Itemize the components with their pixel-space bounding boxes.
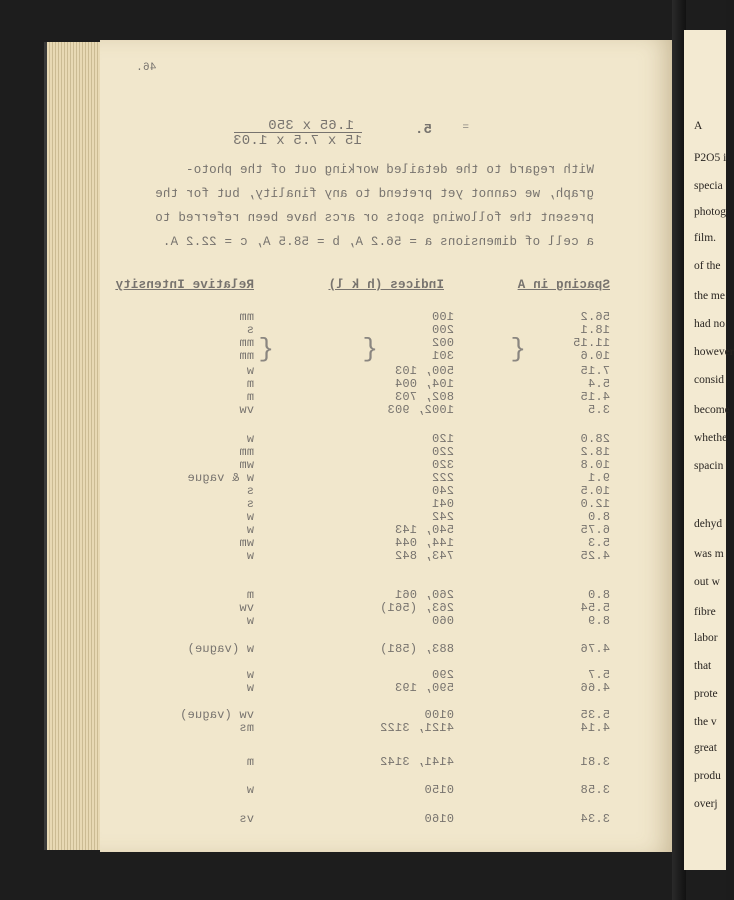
intensity-cell: m (246, 390, 254, 404)
spacing-cell: 56.2 (580, 310, 610, 324)
facing-page-line: whethe (694, 432, 728, 444)
indices-cell: 290 (431, 668, 454, 682)
intensity-cell: vs (239, 812, 254, 826)
intensity-cell: mm (239, 336, 254, 350)
table-row (100, 336, 674, 350)
indices-cell: 120 (431, 432, 454, 446)
facing-page-line: the v (694, 716, 717, 728)
intensity-cell: m (246, 755, 254, 769)
spacing-cell: 5.3 (587, 536, 610, 550)
intensity-cell: vw (239, 403, 254, 417)
spacing-cell: 5.7 (587, 668, 610, 682)
table-row (100, 510, 674, 524)
intensity-cell: w (246, 523, 254, 537)
indices-cell: 320 (431, 458, 454, 472)
spacing-cell: 10.8 (580, 458, 610, 472)
spacing-cell: 4.66 (580, 681, 610, 695)
intensity-cell: w (246, 783, 254, 797)
facing-page-line: fibre (694, 606, 716, 618)
indices-cell: 1002, 903 (387, 403, 454, 417)
table-row (100, 614, 674, 628)
indices-cell: 0150 (424, 783, 454, 797)
table-row (100, 708, 674, 722)
facing-page-line: produ (694, 770, 721, 782)
intensity-cell: m (246, 588, 254, 602)
table-row (100, 536, 674, 550)
facing-page-line: specia (694, 180, 723, 192)
spacing-cell: 8.9 (587, 614, 610, 628)
column-header-indices: Indices (h k l) (328, 278, 444, 292)
intensity-cell: s (246, 484, 254, 498)
paragraph-line: present the following spots or arcs have been referred to (155, 211, 594, 225)
table-row (100, 390, 674, 404)
table-row (100, 458, 674, 472)
indices-cell: 590, 193 (394, 681, 454, 695)
table-row (100, 403, 674, 417)
spacing-cell: 12.0 (580, 497, 610, 511)
table-row (100, 812, 674, 826)
table-row (100, 471, 674, 485)
facing-page-line: spacin (694, 460, 724, 472)
intensity-cell: mm (239, 445, 254, 459)
table-row (100, 601, 674, 615)
table-row (100, 755, 674, 769)
facing-page-line: had no (694, 318, 725, 330)
table-row (100, 721, 674, 735)
intensity-cell: s (246, 497, 254, 511)
table-row (100, 377, 674, 391)
spacing-cell: 10.5 (580, 484, 610, 498)
indices-cell: 802, 703 (394, 390, 454, 404)
spacing-cell: 4.25 (580, 549, 610, 563)
facing-page-line: A (694, 120, 703, 132)
facing-page-line: however (694, 346, 734, 358)
spacing-cell: 5.35 (580, 708, 610, 722)
spacing-cell: 5.54 (580, 601, 610, 615)
spacing-cell: 8.0 (587, 588, 610, 602)
formula-denominator: 15 x 7.5 x 1.03 (232, 133, 362, 149)
indices-cell: 0100 (424, 708, 454, 722)
table-row (100, 549, 674, 563)
intensity-cell: w (vague) (187, 642, 254, 656)
intensity-cell: w (246, 668, 254, 682)
spacing-cell: 9.1 (587, 471, 610, 485)
table-row (100, 523, 674, 537)
indices-cell: 060 (431, 614, 454, 628)
intensity-cell: m (246, 377, 254, 391)
paragraph-line: With regard to the detailed working out of the photo- (185, 163, 594, 177)
indices-cell: 540, 143 (394, 523, 454, 537)
intensity-cell: mm (239, 310, 254, 324)
intensity-cell: wm (239, 536, 254, 550)
column-header-spacing: Spacing in A (517, 278, 610, 292)
intensity-cell: s (246, 323, 254, 337)
spacing-cell: 3.81 (580, 755, 610, 769)
indices-cell: 0160 (424, 812, 454, 826)
facing-page-line: photog (694, 206, 726, 218)
paragraph (134, 158, 594, 254)
spacing-cell: 18.2 (580, 445, 610, 459)
facing-page-line: consid (694, 374, 725, 386)
intensity-cell: vw (239, 601, 254, 615)
indices-cell: 041 (431, 497, 454, 511)
table-row (100, 484, 674, 498)
formula-result: 5. (414, 122, 432, 138)
spacing-cell: 6.75 (580, 523, 610, 537)
facing-page-line: film. (694, 232, 717, 244)
formula-numerator: 1.65 x 350 (267, 118, 354, 134)
indices-cell: 100 (431, 310, 454, 324)
bleed-through-text (100, 40, 674, 852)
table-row (100, 445, 674, 459)
table-row (100, 364, 674, 378)
spacing-cell: 3.5 (587, 403, 610, 417)
spacing-cell: 28.0 (580, 432, 610, 446)
indices-cell: 104, 004 (394, 377, 454, 391)
intensity-cell: w (246, 510, 254, 524)
intensity-cell: mm (239, 349, 254, 363)
facing-page (684, 30, 734, 870)
intensity-cell: w (246, 364, 254, 378)
table-row (100, 349, 674, 363)
indices-cell: 301 (431, 349, 454, 363)
facing-page-line: great (694, 742, 717, 754)
spacing-cell: 4.14 (580, 721, 610, 735)
indices-cell: 260, 061 (394, 588, 454, 602)
facing-page-line: overj (694, 798, 718, 810)
table-row (100, 310, 674, 324)
spacing-cell: 4.15 (580, 390, 610, 404)
spacing-cell: 18.1 (580, 323, 610, 337)
paragraph-line: graph, we cannot yet pretend to any finality, but for the (155, 187, 594, 201)
facing-page-line: was m (694, 548, 724, 560)
table-row (100, 681, 674, 695)
spacing-cell: 11.15 (572, 336, 610, 350)
paragraph-line: a cell of dimensions a = 56.2 A, b = 58.5 A, c = 22.2 A. (162, 235, 594, 249)
indices-cell: 144, 044 (394, 536, 454, 550)
spacing-cell: 3.34 (580, 812, 610, 826)
indices-cell: 743, 842 (394, 549, 454, 563)
facing-page-line: P2O5 i (694, 152, 727, 164)
indices-cell: 4121, 3122 (379, 721, 454, 735)
table-row (100, 323, 674, 337)
indices-cell: 4141, 3142 (379, 755, 454, 769)
indices-cell: 242 (431, 510, 454, 524)
indices-cell: 883, (581) (379, 642, 454, 656)
facing-page-line: dehyd (694, 518, 723, 530)
table-row (100, 642, 674, 656)
spacing-cell: 8.0 (587, 510, 610, 524)
intensity-cell: w (246, 549, 254, 563)
indices-cell: 002 (431, 336, 454, 350)
spacing-cell: 7.15 (580, 364, 610, 378)
spacing-cell: 5.4 (587, 377, 610, 391)
formula-operator: = (462, 122, 469, 134)
spacing-cell: 4.76 (580, 642, 610, 656)
indices-cell: 222 (431, 471, 454, 485)
table-row (100, 497, 674, 511)
page-number: 46. (136, 62, 157, 74)
facing-page-line: the me (694, 290, 725, 302)
spacing-cell: 3.58 (580, 783, 610, 797)
facing-page-line: become (694, 404, 730, 416)
intensity-cell: vw (vague) (179, 708, 254, 722)
intensity-cell: ms (239, 721, 254, 735)
facing-page-line: that (694, 660, 712, 672)
intensity-cell: w (246, 681, 254, 695)
intensity-cell: w & vague (187, 471, 254, 485)
intensity-cell: w (246, 432, 254, 446)
table-row (100, 668, 674, 682)
intensity-cell: wm (239, 458, 254, 472)
spacing-cell: 10.6 (580, 349, 610, 363)
brace-left: { (510, 334, 526, 364)
facing-page-line: of the (694, 260, 721, 272)
brace-right: { (258, 334, 274, 364)
indices-cell: 220 (431, 445, 454, 459)
column-header-intensity: Relative Intensity (115, 278, 254, 292)
intensity-cell: w (246, 614, 254, 628)
indices-cell: 200 (431, 323, 454, 337)
facing-page-line: out w (694, 576, 720, 588)
indices-cell: 263, (561) (379, 601, 454, 615)
indices-cell: 240 (431, 484, 454, 498)
indices-cell: 500, 103 (394, 364, 454, 378)
table-row (100, 432, 674, 446)
table-row (100, 588, 674, 602)
brace-mid: { (362, 334, 378, 364)
facing-page-line: prote (694, 688, 718, 700)
facing-page-line: labor (694, 632, 718, 644)
table-row (100, 783, 674, 797)
